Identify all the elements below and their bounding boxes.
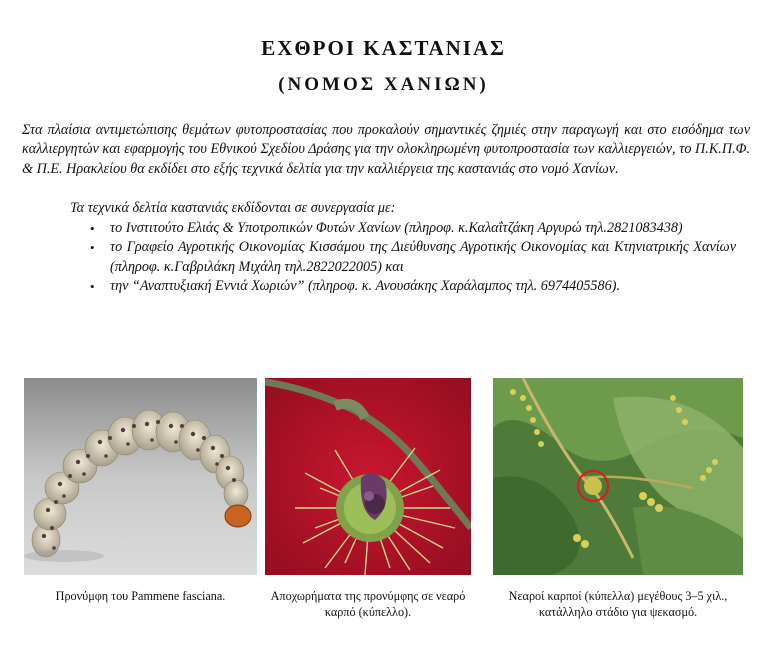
figure-caption: Προνύμφη του Pammene fasciana. [55,589,226,603]
page-title: ΕΧΘΡΟΙ ΚΑΣΤΑΝΙΑΣ [261,36,506,60]
cooperation-heading: Τα τεχνικά δελτία καστανιάς εκδίδονται σε συνεργασία με: [70,200,396,216]
list-item-text: το Ινστιτούτο Ελιάς & Υποτροπικών Φυτών Χανίων (πληροφ. κ.Καλαΐτζάκη Αργυρώ τηλ.2821083438) [110,220,683,236]
list-item-text: το Γραφείο Αγροτικής Οικονομίας Κισσάμου της Διεύθυνσης Αγροτικής Οικονομίας και Κτηνιατρικής Χανίων (πληροφ. κ.Γαβριλάκη Μιχάλη τηλ.2822022005) και [110,239,736,275]
bullet-icon: • [90,240,95,256]
list-item-text: την “Αναπτυξιακή Εννιά Χωριών” (πληροφ. κ. Ανουσάκης Χαράλαμπος τηλ. 6974405586). [110,277,620,294]
cooperation-list [88,219,736,296]
bullet-icon: • [90,221,95,236]
intro-paragraph: Στα πλαίσια αντιμετώπισης θεμάτων φυτοπροστασίας που προκαλούν σημαντικές ζημιές στην παραγωγή και στο εισόδημα των καλλιεργητών και εφαρμογής του Εθνικού Σχεδίου Δράσης για την ολοκληρωμένη φυτοπροστασία των καλλιεργειών, το Π.Κ.Π.Φ. & Π.Ε. Ηρακλείου θα εκδίδει στο εξής τεχνικά δελτία για την καλλιέργεια της καστανιάς στο νομό Χανίων. [22,122,750,177]
figure-caption: Αποχωρήματα της προνύμφης σε νεαρό καρπό (κύπελλο). [270,589,466,619]
bullet-icon: • [90,278,95,294]
list-item [88,238,736,277]
list-item [88,219,736,238]
page-subtitle: (ΝΟΜΟΣ ΧΑΝΙΩΝ) [278,74,489,95]
larva-photo [24,378,257,575]
figure-caption: Νεαροί καρποί (κύπελλα) μεγέθους 3–5 χιλ., κατάλληλο στάδιο για ψεκασμό. [508,589,728,619]
list-item [88,277,736,296]
chestnut-burr-photo [265,378,471,575]
young-fruit-photo [493,378,743,575]
